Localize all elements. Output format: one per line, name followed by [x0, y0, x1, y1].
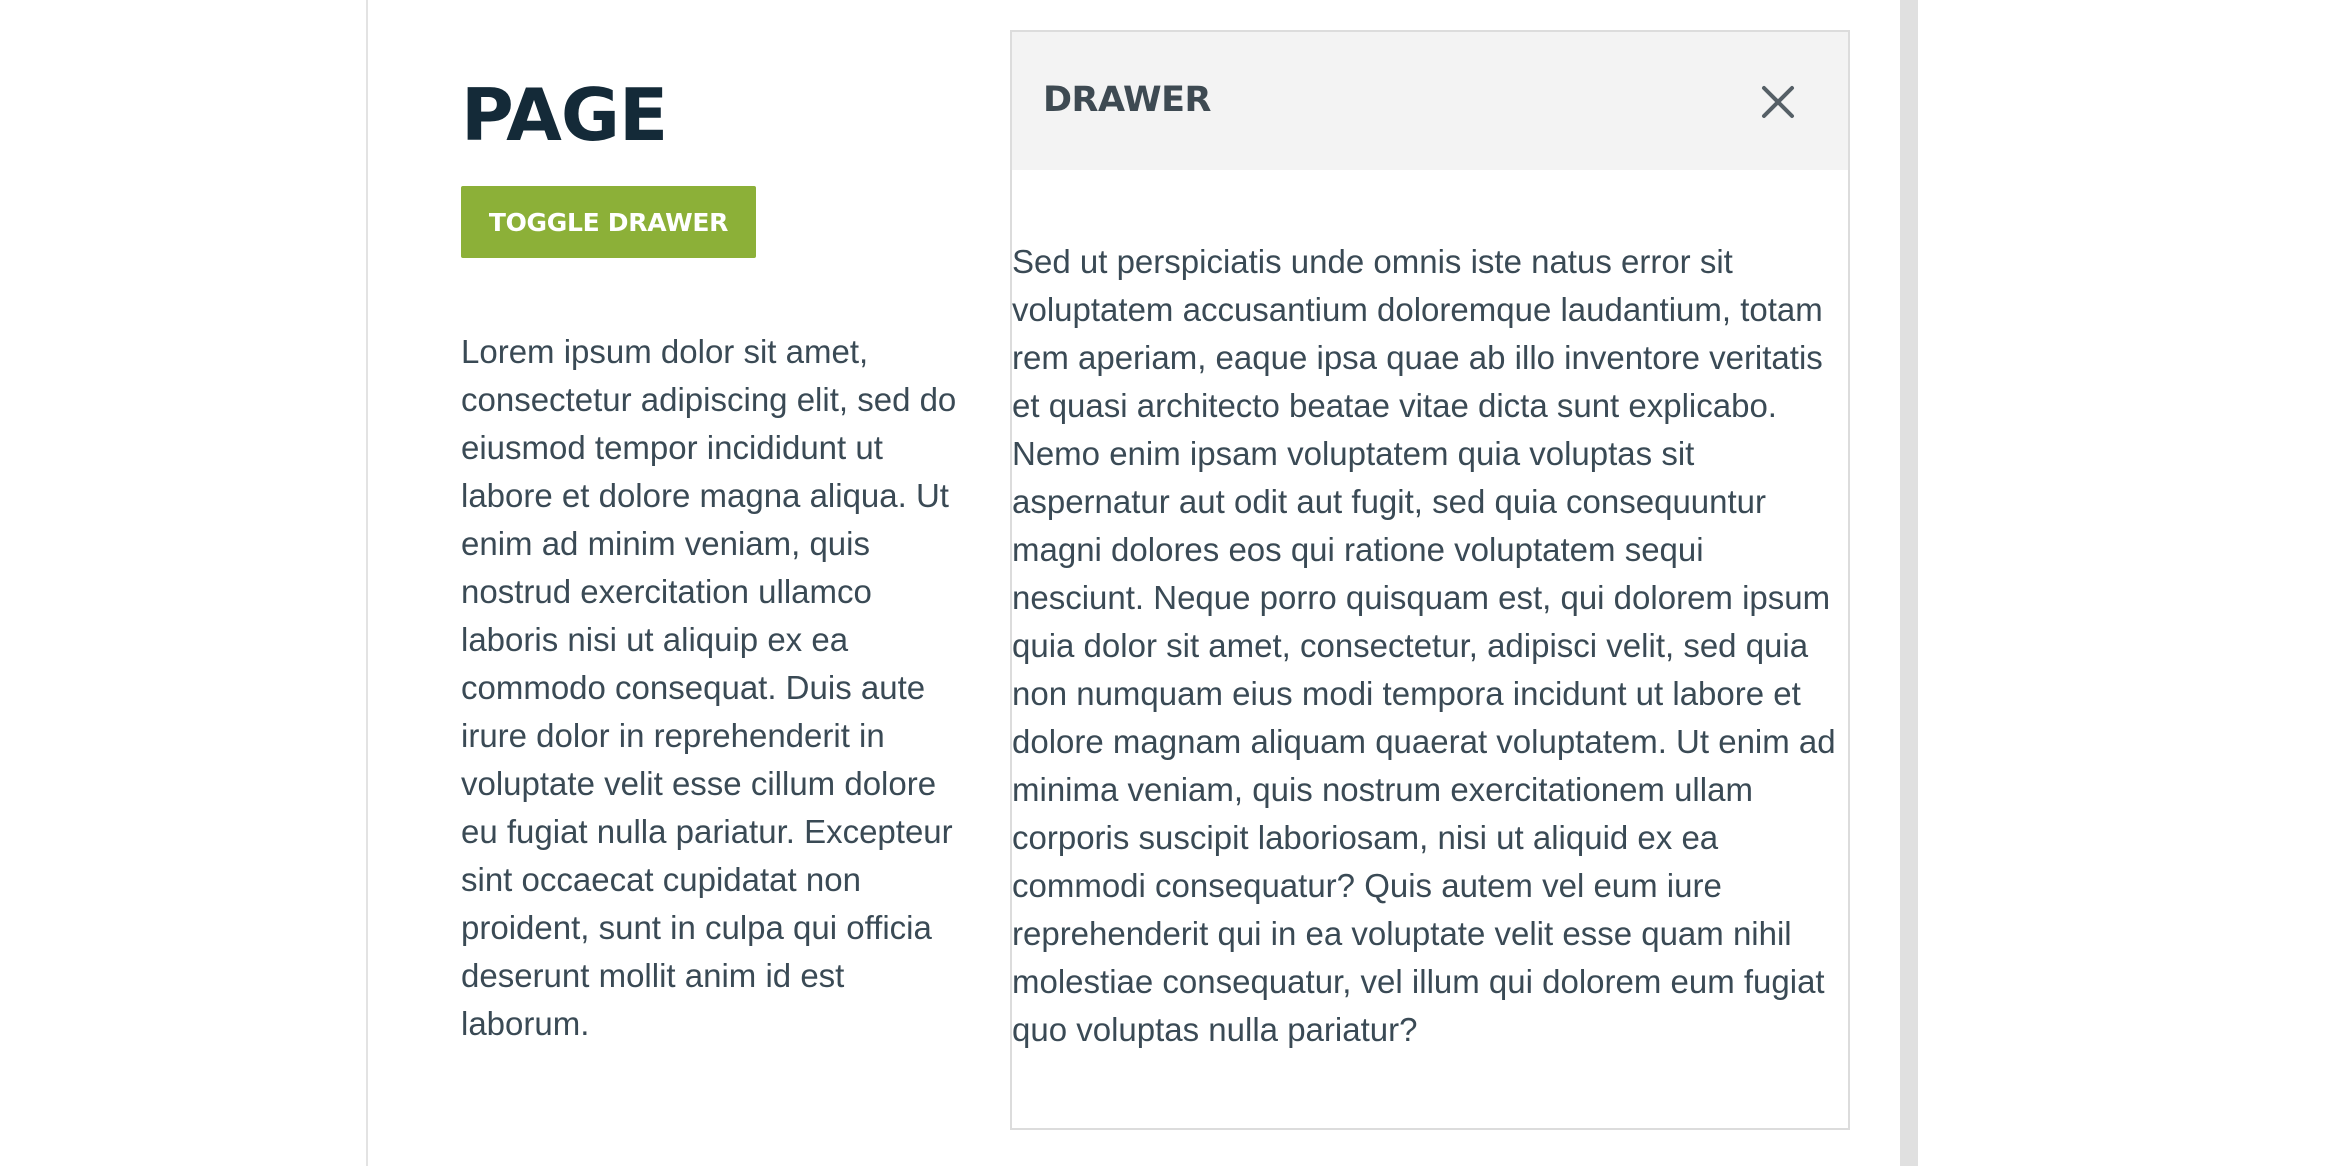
scrollbar[interactable] [1900, 0, 1918, 1166]
page-title: PAGE [461, 73, 668, 157]
drawer-panel [1010, 30, 1850, 1130]
drawer-close-button[interactable] [1752, 76, 1804, 128]
page-content [461, 70, 976, 1048]
drawer-header [1012, 32, 1848, 170]
toggle-drawer-button[interactable]: TOGGLE DRAWER [461, 186, 756, 258]
drawer-body-text: Sed ut perspiciatis unde omnis iste natus error sit voluptatem accusantium doloremque laudantium, totam rem aperiam, eaque ipsa quae ab illo inventore veritatis et quasi architecto beatae vitae dicta sunt explicabo. Nemo enim ipsam voluptatem quia voluptas sit aspernatur aut odit aut fugit, sed quia consequuntur magni dolores eos qui ratione voluptatem sequi nesciunt. Neque porro quisquam est, qui dolorem ipsum quia dolor sit amet, consectetur, adipisci velit, sed quia non numquam eius modi tempora incidunt ut labore et dolore magnam aliquam quaerat voluptatem. Ut enim ad minima veniam, quis nostrum exercitationem ullam corporis suscipit laboriosam, nisi ut aliquid ex ea commodi consequatur? Quis autem vel eum iure reprehenderit qui in ea voluptate velit esse quam nihil molestiae consequatur, vel illum qui dolorem eum fugiat quo voluptas nulla pariatur? [1012, 243, 1836, 1048]
drawer-title: DRAWER [1043, 80, 1211, 120]
close-icon [1752, 76, 1804, 128]
page-body-text: Lorem ipsum dolor sit amet, consectetur adipiscing elit, sed do eiusmod tempor incididunt ut labore et dolore magna aliqua. Ut enim ad minim veniam, quis nostrud exercitation ullamco laboris nisi ut aliquip ex ea commodo consequat. Duis aute irure dolor in reprehenderit in voluptate velit esse cillum dolore eu fugiat nulla pariatur. Excepteur sint occaecat cupidatat non proident, sunt in culpa qui officia deserunt mollit anim id est laborum. [461, 333, 957, 1042]
